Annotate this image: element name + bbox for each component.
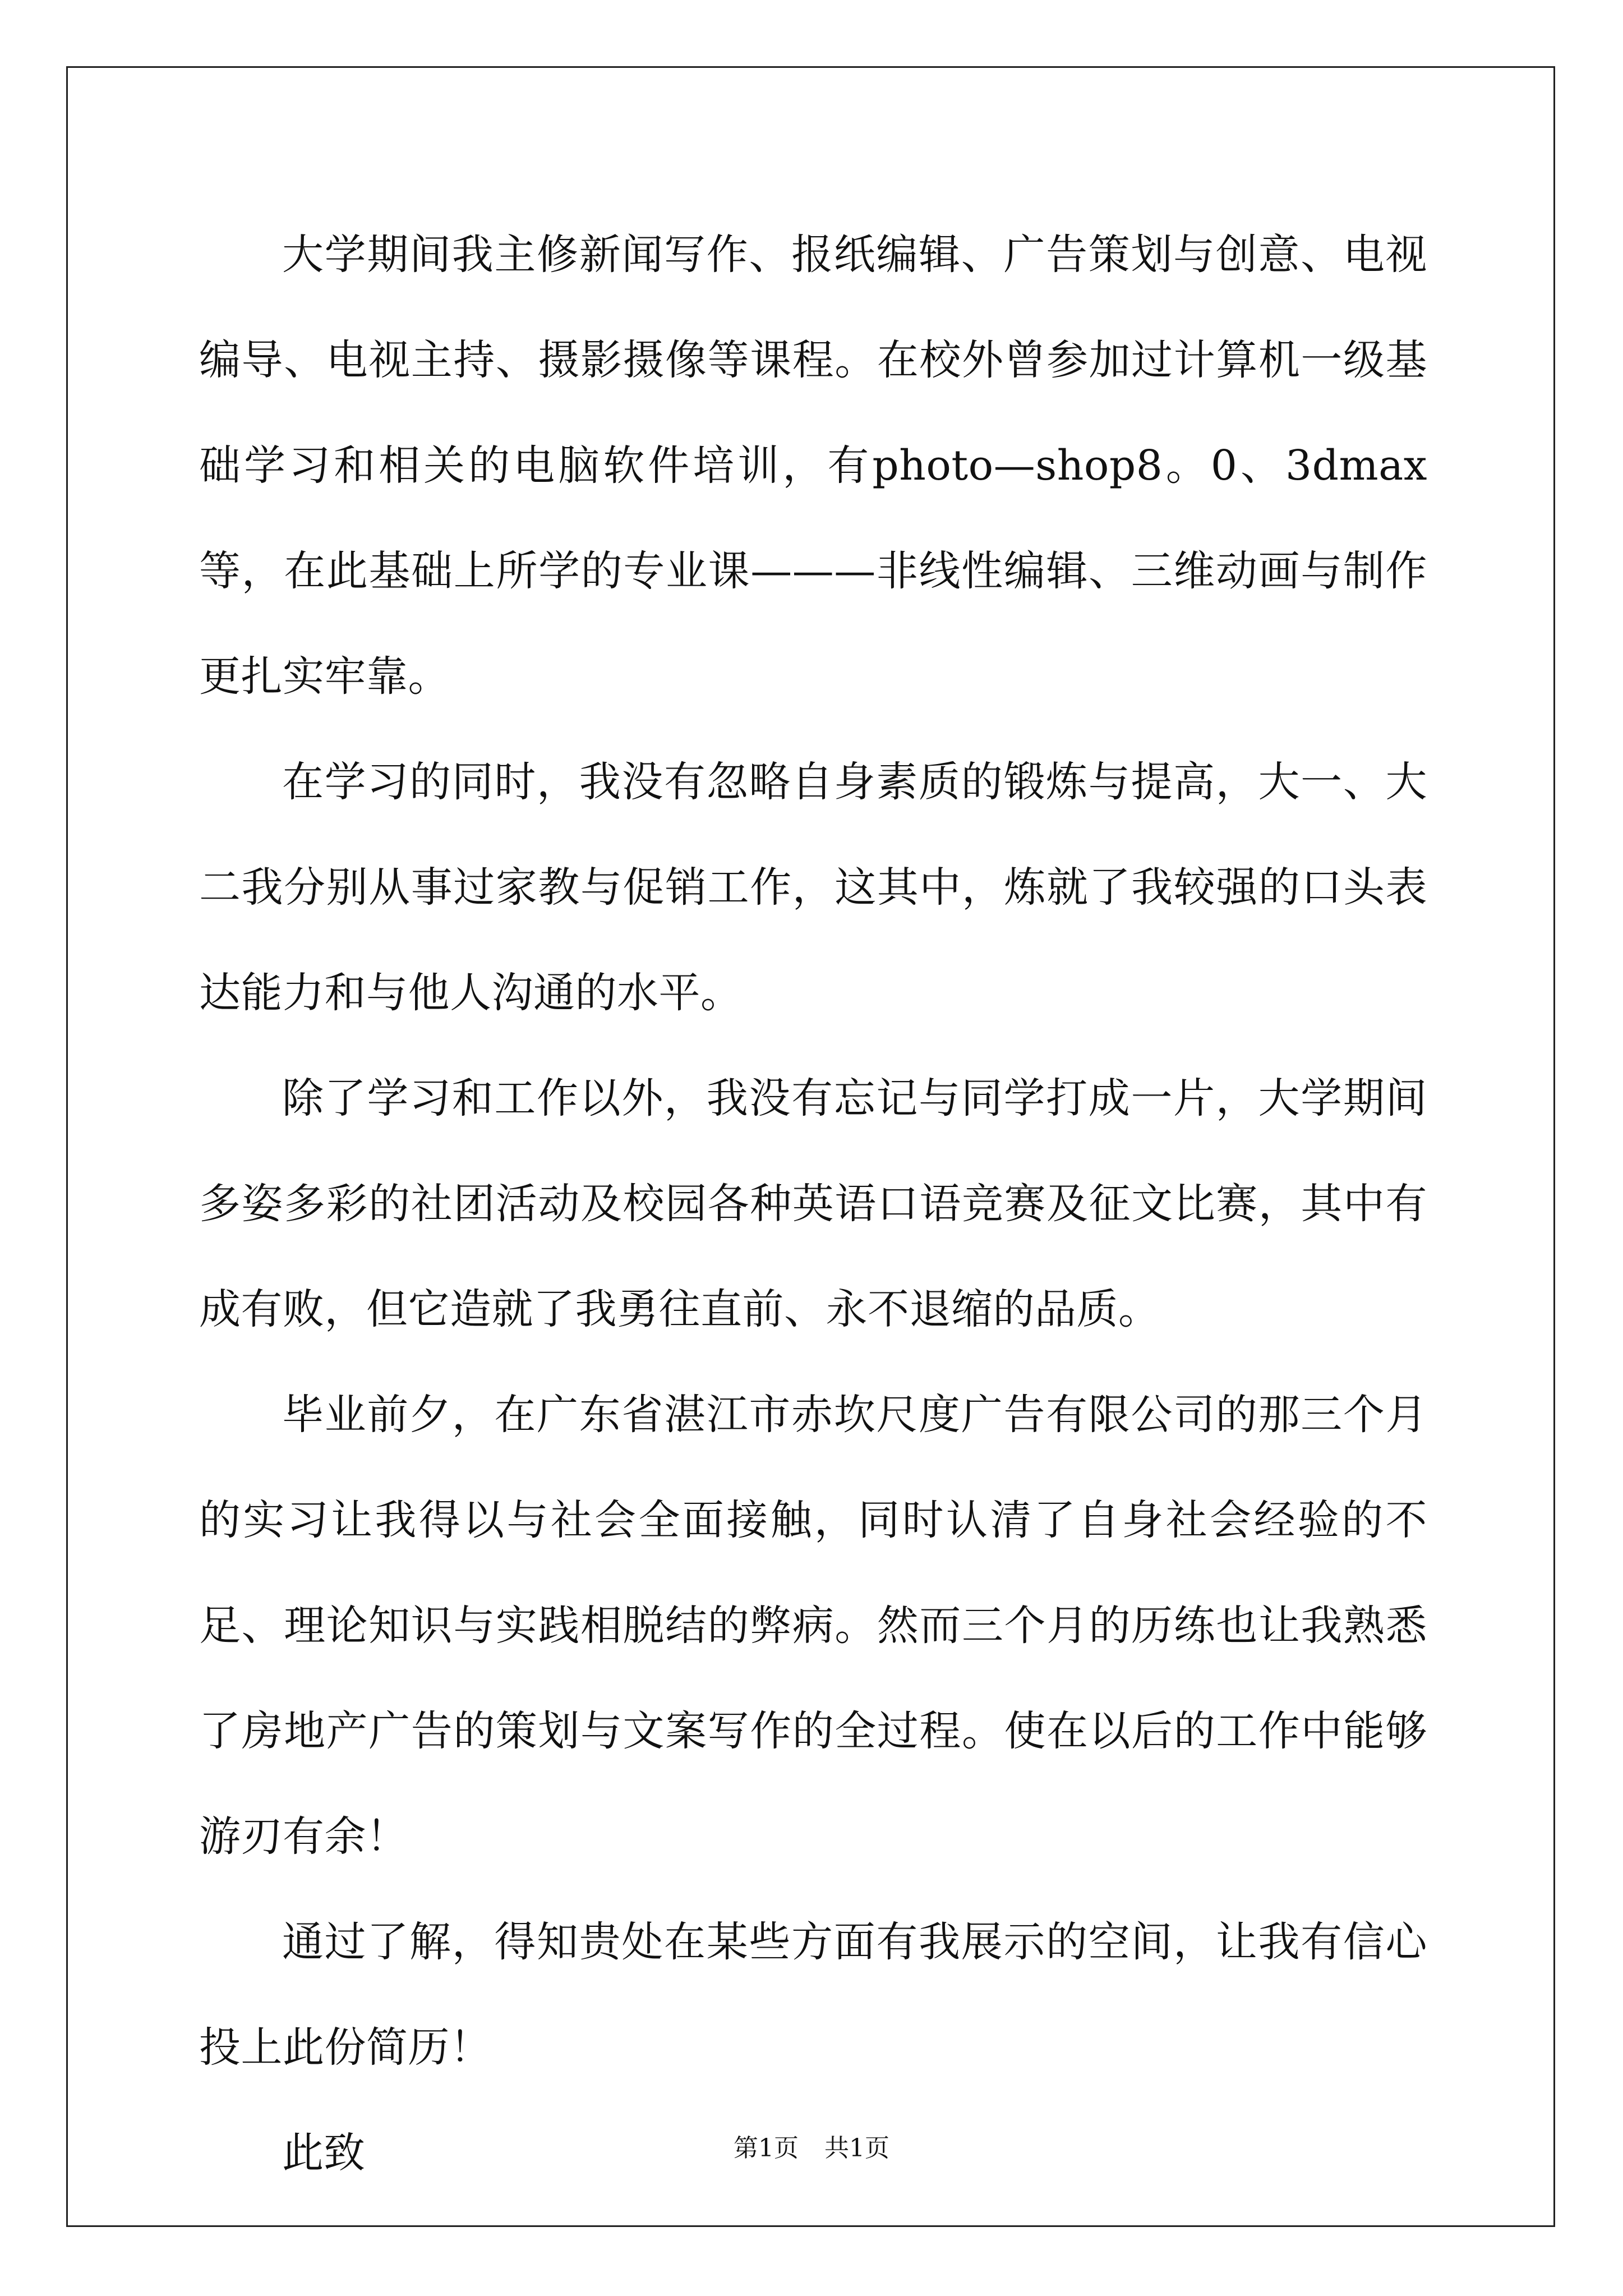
page-total: 共1页 bbox=[824, 2134, 889, 2162]
paragraph-activities: 除了学习和工作以外，我没有忘记与同学打成一片，大学期间多姿多彩的社团活动及校园各种英语口语竞赛及征文比赛，其中有成有败，但它造就了我勇往直前、永不退缩的品质。 bbox=[199, 1074, 1427, 1333]
paragraph-work: 在学习的同时，我没有忽略自身素质的锻炼与提高，大一、大二我分别从事过家教与促销工作，这其中，炼就了我较强的口头表达能力和与他人沟通的水平。 bbox=[199, 758, 1427, 1017]
closing-salutation: 此致 bbox=[282, 2129, 365, 2177]
page-number: 第1页 bbox=[734, 2134, 799, 2162]
letter-body bbox=[199, 202, 1427, 2206]
paragraph-internship: 毕业前夕，在广东省湛江市赤坎尺度广告有限公司的那三个月的实习让我得以与社会全面接触，同时认清了自身社会经验的不足、理论知识与实践相脱结的弊病。然而三个月的历练也让我熟悉了房地产广告的策划与文案写作的全过程。使在以后的工作中能够游刃有余！ bbox=[199, 1391, 1427, 1861]
paragraph-application: 通过了解，得知贵处在某些方面有我展示的空间，让我有信心投上此份简历！ bbox=[199, 1918, 1427, 2072]
page-footer bbox=[0, 2132, 1623, 2165]
paragraph-study: 大学期间我主修新闻写作、报纸编辑、广告策划与创意、电视编导、电视主持、摄影摄像等课程。在校外曾参加过计算机一级基础学习和相关的电脑软件培训，有photo—shop8。0、3dmax等，在此基础上所学的专业课———非线性编辑、三维动画与制作更扎实牢靠。 bbox=[199, 231, 1427, 701]
